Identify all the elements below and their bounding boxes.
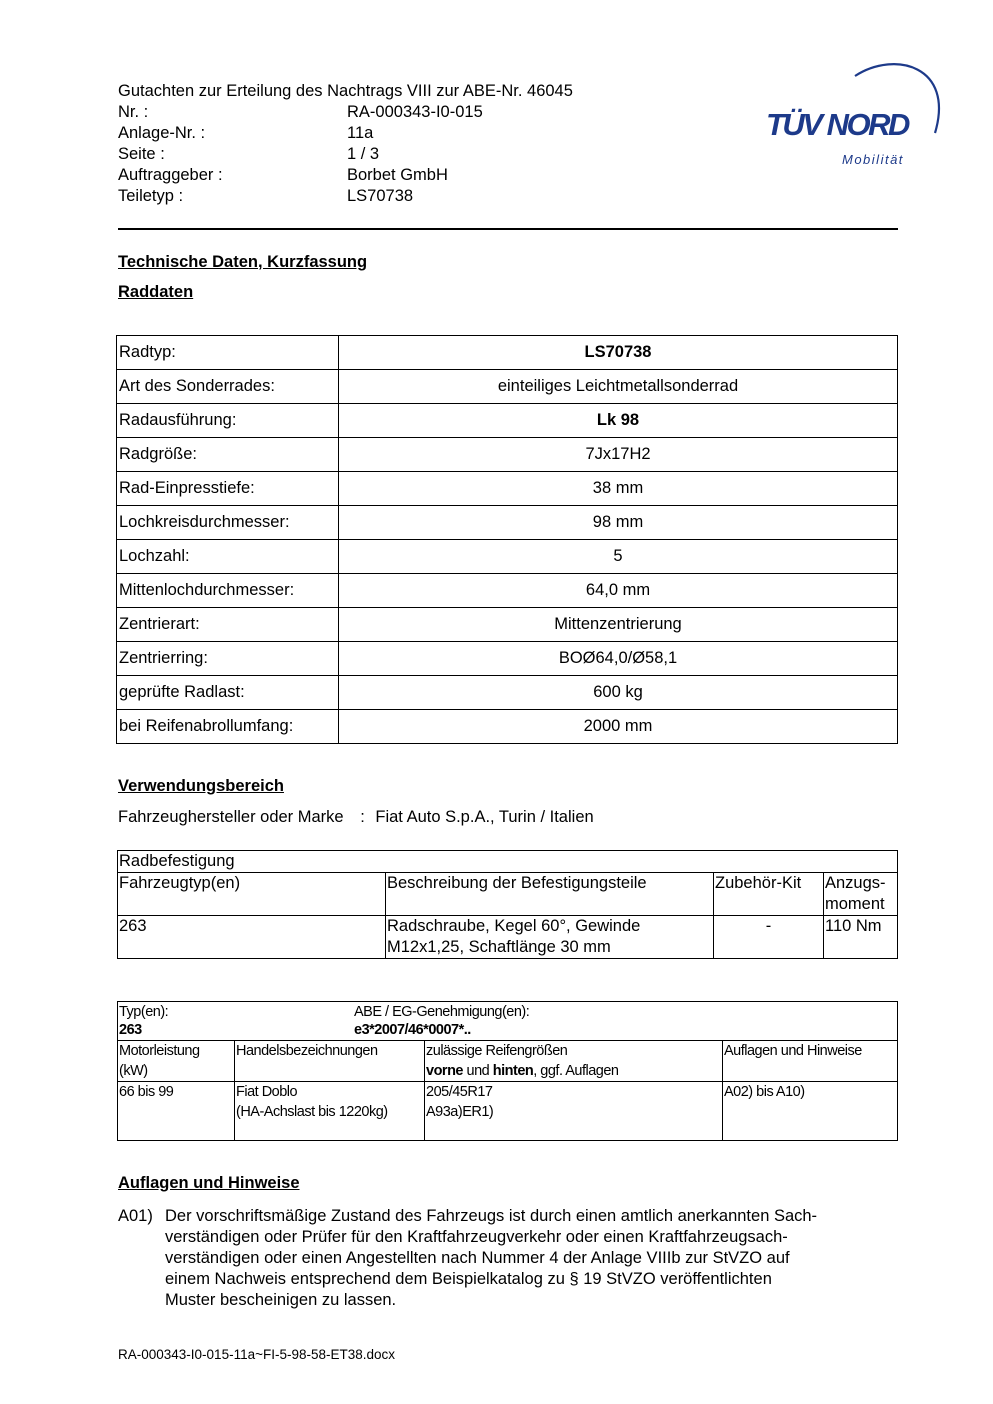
header-divider bbox=[118, 228, 898, 230]
row-value: BOØ64,0/Ø58,1 bbox=[339, 642, 898, 676]
header-label: Nr. : bbox=[118, 103, 149, 121]
hersteller-label: Fahrzeughersteller oder Marke bbox=[118, 808, 344, 826]
fahrzeugtyp-cell: 263 bbox=[118, 916, 386, 959]
row-label: Mittenlochdurchmesser: bbox=[117, 574, 339, 608]
row-value: 5 bbox=[339, 540, 898, 574]
auflage-text bbox=[165, 1206, 900, 1311]
header-line: (kW) bbox=[119, 1063, 148, 1079]
zubehoer-cell: - bbox=[714, 916, 824, 959]
header-label: Teiletyp : bbox=[118, 187, 184, 205]
logo-brand-text: TÜV NORD bbox=[766, 107, 908, 142]
table-row bbox=[117, 676, 898, 710]
text-line: verständigen oder Prüfer für den Kraftfahrzeugverkehr oder einen Kraftfahrzeugsach- bbox=[165, 1228, 788, 1246]
row-label: Radtyp: bbox=[117, 336, 339, 370]
table-header-row bbox=[118, 1041, 898, 1082]
table-row bbox=[117, 642, 898, 676]
row-value: einteiliges Leichtmetallsonderrad bbox=[339, 370, 898, 404]
tuv-nord-logo bbox=[760, 58, 950, 173]
row-value: LS70738 bbox=[339, 336, 898, 370]
table-header-row bbox=[118, 873, 898, 916]
header-auflagen-rest: , ggf. Auflagen bbox=[533, 1063, 619, 1079]
header-field-nr bbox=[118, 102, 573, 123]
column-header-anzugsmoment bbox=[824, 873, 898, 916]
table-row bbox=[118, 1002, 898, 1041]
column-header: Beschreibung der Befestigungsteile bbox=[386, 873, 714, 916]
header-line: zulässige Reifengrößen bbox=[426, 1043, 568, 1059]
row-label: Rad-Einpresstiefe: bbox=[117, 472, 339, 506]
row-label: Zentrierring: bbox=[117, 642, 339, 676]
header-field-auftraggeber bbox=[118, 165, 573, 186]
beschreibung-line: M12x1,25, Schaftlänge 30 mm bbox=[387, 938, 611, 956]
auflagen-cell: A02) bis A10) bbox=[723, 1082, 898, 1141]
header-value: 1 / 3 bbox=[347, 145, 380, 163]
header-field-teiletyp bbox=[118, 186, 573, 207]
text-line: verständigen oder einen Angestellten nach Nummer 4 der Anlage VIIIb zur StVZO auf bbox=[165, 1249, 790, 1267]
document-title: Gutachten zur Erteilung des Nachtrags VIII zur ABE-Nr. 46045 bbox=[118, 82, 573, 100]
typ-abe-cell bbox=[118, 1002, 898, 1041]
table-row bbox=[117, 438, 898, 472]
radbefestigung-table bbox=[117, 850, 898, 959]
header-line bbox=[426, 1061, 721, 1081]
table-row bbox=[118, 916, 898, 959]
heading-verwendungsbereich: Verwendungsbereich bbox=[118, 777, 284, 795]
cell-line: 205/45R17 bbox=[426, 1084, 493, 1100]
table-row bbox=[117, 336, 898, 370]
table-row bbox=[117, 574, 898, 608]
row-label: Radgröße: bbox=[117, 438, 339, 472]
hersteller-separator: : bbox=[360, 808, 365, 826]
typ-label: Typ(en): bbox=[119, 1004, 169, 1020]
footer-filename: RA-000343-I0-015-11a~FI-5-98-58-ET38.docx bbox=[118, 1347, 396, 1362]
header-value: LS70738 bbox=[347, 187, 414, 205]
abe-label: ABE / EG-Genehmigung(en): bbox=[354, 1004, 530, 1020]
heading-auflagen: Auflagen und Hinweise bbox=[118, 1174, 300, 1192]
document-header bbox=[118, 81, 573, 207]
radbefestigung-title: Radbefestigung bbox=[118, 851, 898, 873]
row-value: 2000 mm bbox=[339, 710, 898, 744]
header-line: Anzugs- bbox=[825, 874, 886, 892]
abe-value: e3*2007/46*0007*.. bbox=[354, 1022, 471, 1038]
reifengroessen-header bbox=[425, 1041, 723, 1082]
motorleistung-cell: 66 bis 99 bbox=[118, 1082, 235, 1141]
header-field-seite bbox=[118, 144, 573, 165]
header-label: Anlage-Nr. : bbox=[118, 124, 206, 142]
header-hinten: hinten bbox=[492, 1063, 534, 1079]
text-line: Muster bescheinigen zu lassen. bbox=[165, 1291, 397, 1309]
auflage-label: A01) bbox=[118, 1207, 153, 1225]
text-line: einem Nachweis entsprechend dem Beispielkatalog zu § 19 StVZO veröffentlichten bbox=[165, 1270, 772, 1288]
hersteller-value: Fiat Auto S.p.A., Turin / Italien bbox=[375, 808, 594, 826]
anzugsmoment-cell: 110 Nm bbox=[824, 916, 898, 959]
table-row bbox=[117, 710, 898, 744]
row-label: Lochkreisdurchmesser: bbox=[117, 506, 339, 540]
cell-line: A93a)ER1) bbox=[426, 1104, 494, 1120]
header-label: Auftraggeber : bbox=[118, 166, 223, 184]
table-row bbox=[117, 608, 898, 642]
handelsbezeichnungen-header: Handelsbezeichnungen bbox=[235, 1041, 425, 1082]
row-value: 98 mm bbox=[339, 506, 898, 540]
table-row bbox=[117, 506, 898, 540]
row-label: geprüfte Radlast: bbox=[117, 676, 339, 710]
header-label: Seite : bbox=[118, 145, 165, 163]
row-value: 64,0 mm bbox=[339, 574, 898, 608]
fahrzeughersteller-line bbox=[118, 808, 594, 827]
typen-table bbox=[117, 1001, 898, 1141]
table-row bbox=[117, 472, 898, 506]
auflagen-header: Auflagen und Hinweise bbox=[723, 1041, 898, 1082]
row-label: Radausführung: bbox=[117, 404, 339, 438]
table-row bbox=[117, 404, 898, 438]
row-value: Lk 98 bbox=[339, 404, 898, 438]
handelsbezeichnung-cell bbox=[235, 1082, 425, 1141]
header-line: moment bbox=[825, 895, 885, 913]
header-line: Motorleistung bbox=[119, 1043, 200, 1059]
header-value: Borbet GmbH bbox=[347, 166, 448, 184]
header-value: RA-000343-I0-015 bbox=[347, 103, 483, 121]
column-header: Zubehör-Kit bbox=[714, 873, 824, 916]
table-row bbox=[118, 851, 898, 873]
header-und: und bbox=[463, 1063, 493, 1079]
table-row bbox=[118, 1082, 898, 1141]
cell-line: (HA-Achslast bis 1220kg) bbox=[236, 1104, 388, 1120]
heading-technische-daten: Technische Daten, Kurzfassung bbox=[118, 253, 368, 271]
row-label: Art des Sonderrades: bbox=[117, 370, 339, 404]
header-vorne: vorne bbox=[426, 1063, 463, 1079]
beschreibung-cell bbox=[386, 916, 714, 959]
row-label: Zentrierart: bbox=[117, 608, 339, 642]
beschreibung-line: Radschraube, Kegel 60°, Gewinde bbox=[387, 917, 641, 935]
header-value: 11a bbox=[347, 124, 374, 142]
typ-value: 263 bbox=[119, 1022, 142, 1038]
table-row bbox=[117, 370, 898, 404]
heading-raddaten: Raddaten bbox=[118, 283, 194, 301]
text-line: Der vorschriftsmäßige Zustand des Fahrzeugs ist durch einen amtlich anerkannten Sach- bbox=[165, 1207, 818, 1225]
column-header: Fahrzeugtyp(en) bbox=[118, 873, 386, 916]
table-row bbox=[117, 540, 898, 574]
reifengroessen-cell bbox=[425, 1082, 723, 1141]
cell-line: Fiat Doblo bbox=[236, 1084, 298, 1100]
header-field-anlage bbox=[118, 123, 573, 144]
logo-sub-text: Mobilität bbox=[842, 152, 904, 167]
motorleistung-header bbox=[118, 1041, 235, 1082]
row-label: Lochzahl: bbox=[117, 540, 339, 574]
row-value: 600 kg bbox=[339, 676, 898, 710]
raddaten-table bbox=[116, 335, 898, 744]
row-value: Mittenzentrierung bbox=[339, 608, 898, 642]
row-value: 7Jx17H2 bbox=[339, 438, 898, 472]
row-value: 38 mm bbox=[339, 472, 898, 506]
row-label: bei Reifenabrollumfang: bbox=[117, 710, 339, 744]
